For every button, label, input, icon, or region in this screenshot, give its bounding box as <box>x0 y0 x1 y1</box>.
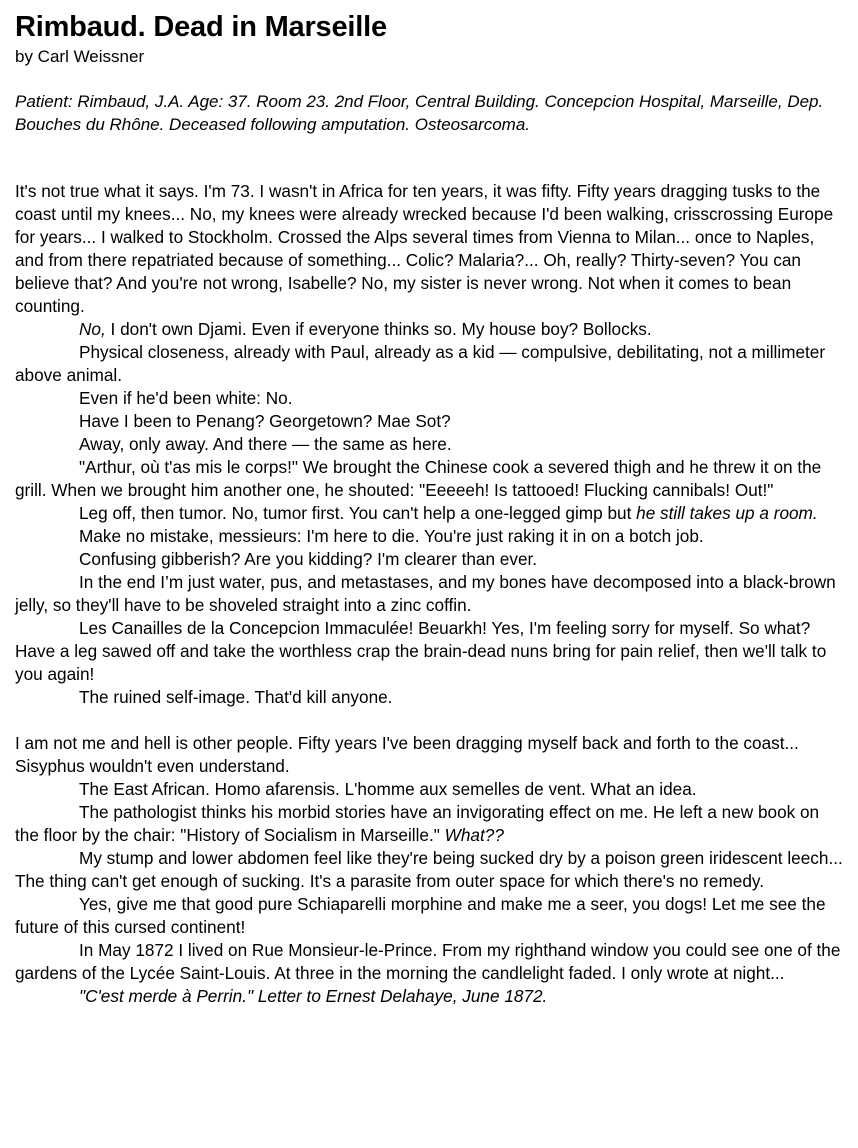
author-byline: by Carl Weissner <box>15 47 145 66</box>
paragraph: It's not true what it says. I'm 73. I wasn't in Africa for ten years, it was fifty. Fifty years dragging tusks to the coast until my knees... No, my knees were already wrecked because I'd been walking, crisscrossing Europe for years... I walked to Stockholm. Crossed the Alps several times from Vienna to Milan... once to Naples, and from there repatriated because of something... Colic? Malaria?... Oh, really? Thirty-seven? You can believe that? And you're not wrong, Isabelle? No, my sister is never wrong. Not when it comes to bean counting. <box>15 181 834 316</box>
paragraph: Make no mistake, messieurs: I'm here to die. You're just raking it in on a botch job. <box>79 526 704 546</box>
paragraph: My stump and lower abdomen feel like they're being sucked dry by a poison green iridescent leech... The thing can't get enough of sucking. It's a parasite from outer space for which there's no remedy. <box>15 848 843 891</box>
paragraph: "C'est merde à Perrin." Letter to Ernest Delahaye, June 1872. <box>79 986 548 1006</box>
patient-record-note: Patient: Rimbaud, J.A. Age: 37. Room 23. 2nd Floor, Central Building. Concepcion Hospital, Marseille, Dep. Bouches du Rhône. Deceased following amputation. Osteosarcoma. <box>15 92 824 134</box>
paragraph: Yes, give me that good pure Schiaparelli morphine and make me a seer, you dogs! Let me see the future of this cursed continent! <box>15 894 826 937</box>
paragraph: The pathologist thinks his morbid stories have an invigorating effect on me. He left a new book on the floor by the chair: "History of Socialism in Marseille." What?? <box>15 802 820 845</box>
paragraph: The ruined self-image. That'd kill anyone. <box>79 687 393 707</box>
document-title: Rimbaud. Dead in Marseille <box>15 11 387 43</box>
paragraph: Physical closeness, already with Paul, already as a kid — compulsive, debilitating, not a millimeter above animal. <box>15 342 826 385</box>
paragraph: Les Canailles de la Concepcion Immaculée! Beuarkh! Yes, I'm feeling sorry for myself. So what? Have a leg sawed off and take the worthless crap the brain-dead nuns bring for pain relief, then we'll talk to you again! <box>15 618 827 684</box>
paragraph: In the end I’m just water, pus, and metastases, and my bones have decomposed into a black-brown jelly, so they'll have to be shoveled straight into a zinc coffin. <box>15 572 836 615</box>
paragraph: Away, only away. And there — the same as here. <box>79 434 452 454</box>
paragraph: Leg off, then tumor. No, tumor first. You can't help a one-legged gimp but he still takes up a room. <box>79 503 818 523</box>
paragraph: In May 1872 I lived on Rue Monsieur-le-Prince. From my righthand window you could see one of the gardens of the Lycée Saint-Louis. At three in the morning the candlelight faded. I only wrote at night... <box>15 940 841 983</box>
paragraph: "Arthur, où t'as mis le corps!" We brought the Chinese cook a severed thigh and he threw it on the grill. When we brought him another one, he shouted: "Eeeeeh! Is tattooed! Flucking cannibals! Out!" <box>15 457 822 500</box>
paragraph: Confusing gibberish? Are you kidding? I'm clearer than ever. <box>79 549 538 569</box>
paragraph: Have I been to Penang? Georgetown? Mae Sot? <box>79 411 451 431</box>
paragraph: I am not me and hell is other people. Fifty years I've been dragging myself back and forth to the coast... Sisyphus wouldn't even understand. <box>15 733 799 776</box>
story-body <box>15 180 846 1008</box>
paragraph: Even if he'd been white: No. <box>79 388 293 408</box>
paragraph: The East African. Homo afarensis. L'homme aux semelles de vent. What an idea. <box>79 779 697 799</box>
paragraph: No, I don't own Djami. Even if everyone thinks so. My house boy? Bollocks. <box>79 319 652 339</box>
